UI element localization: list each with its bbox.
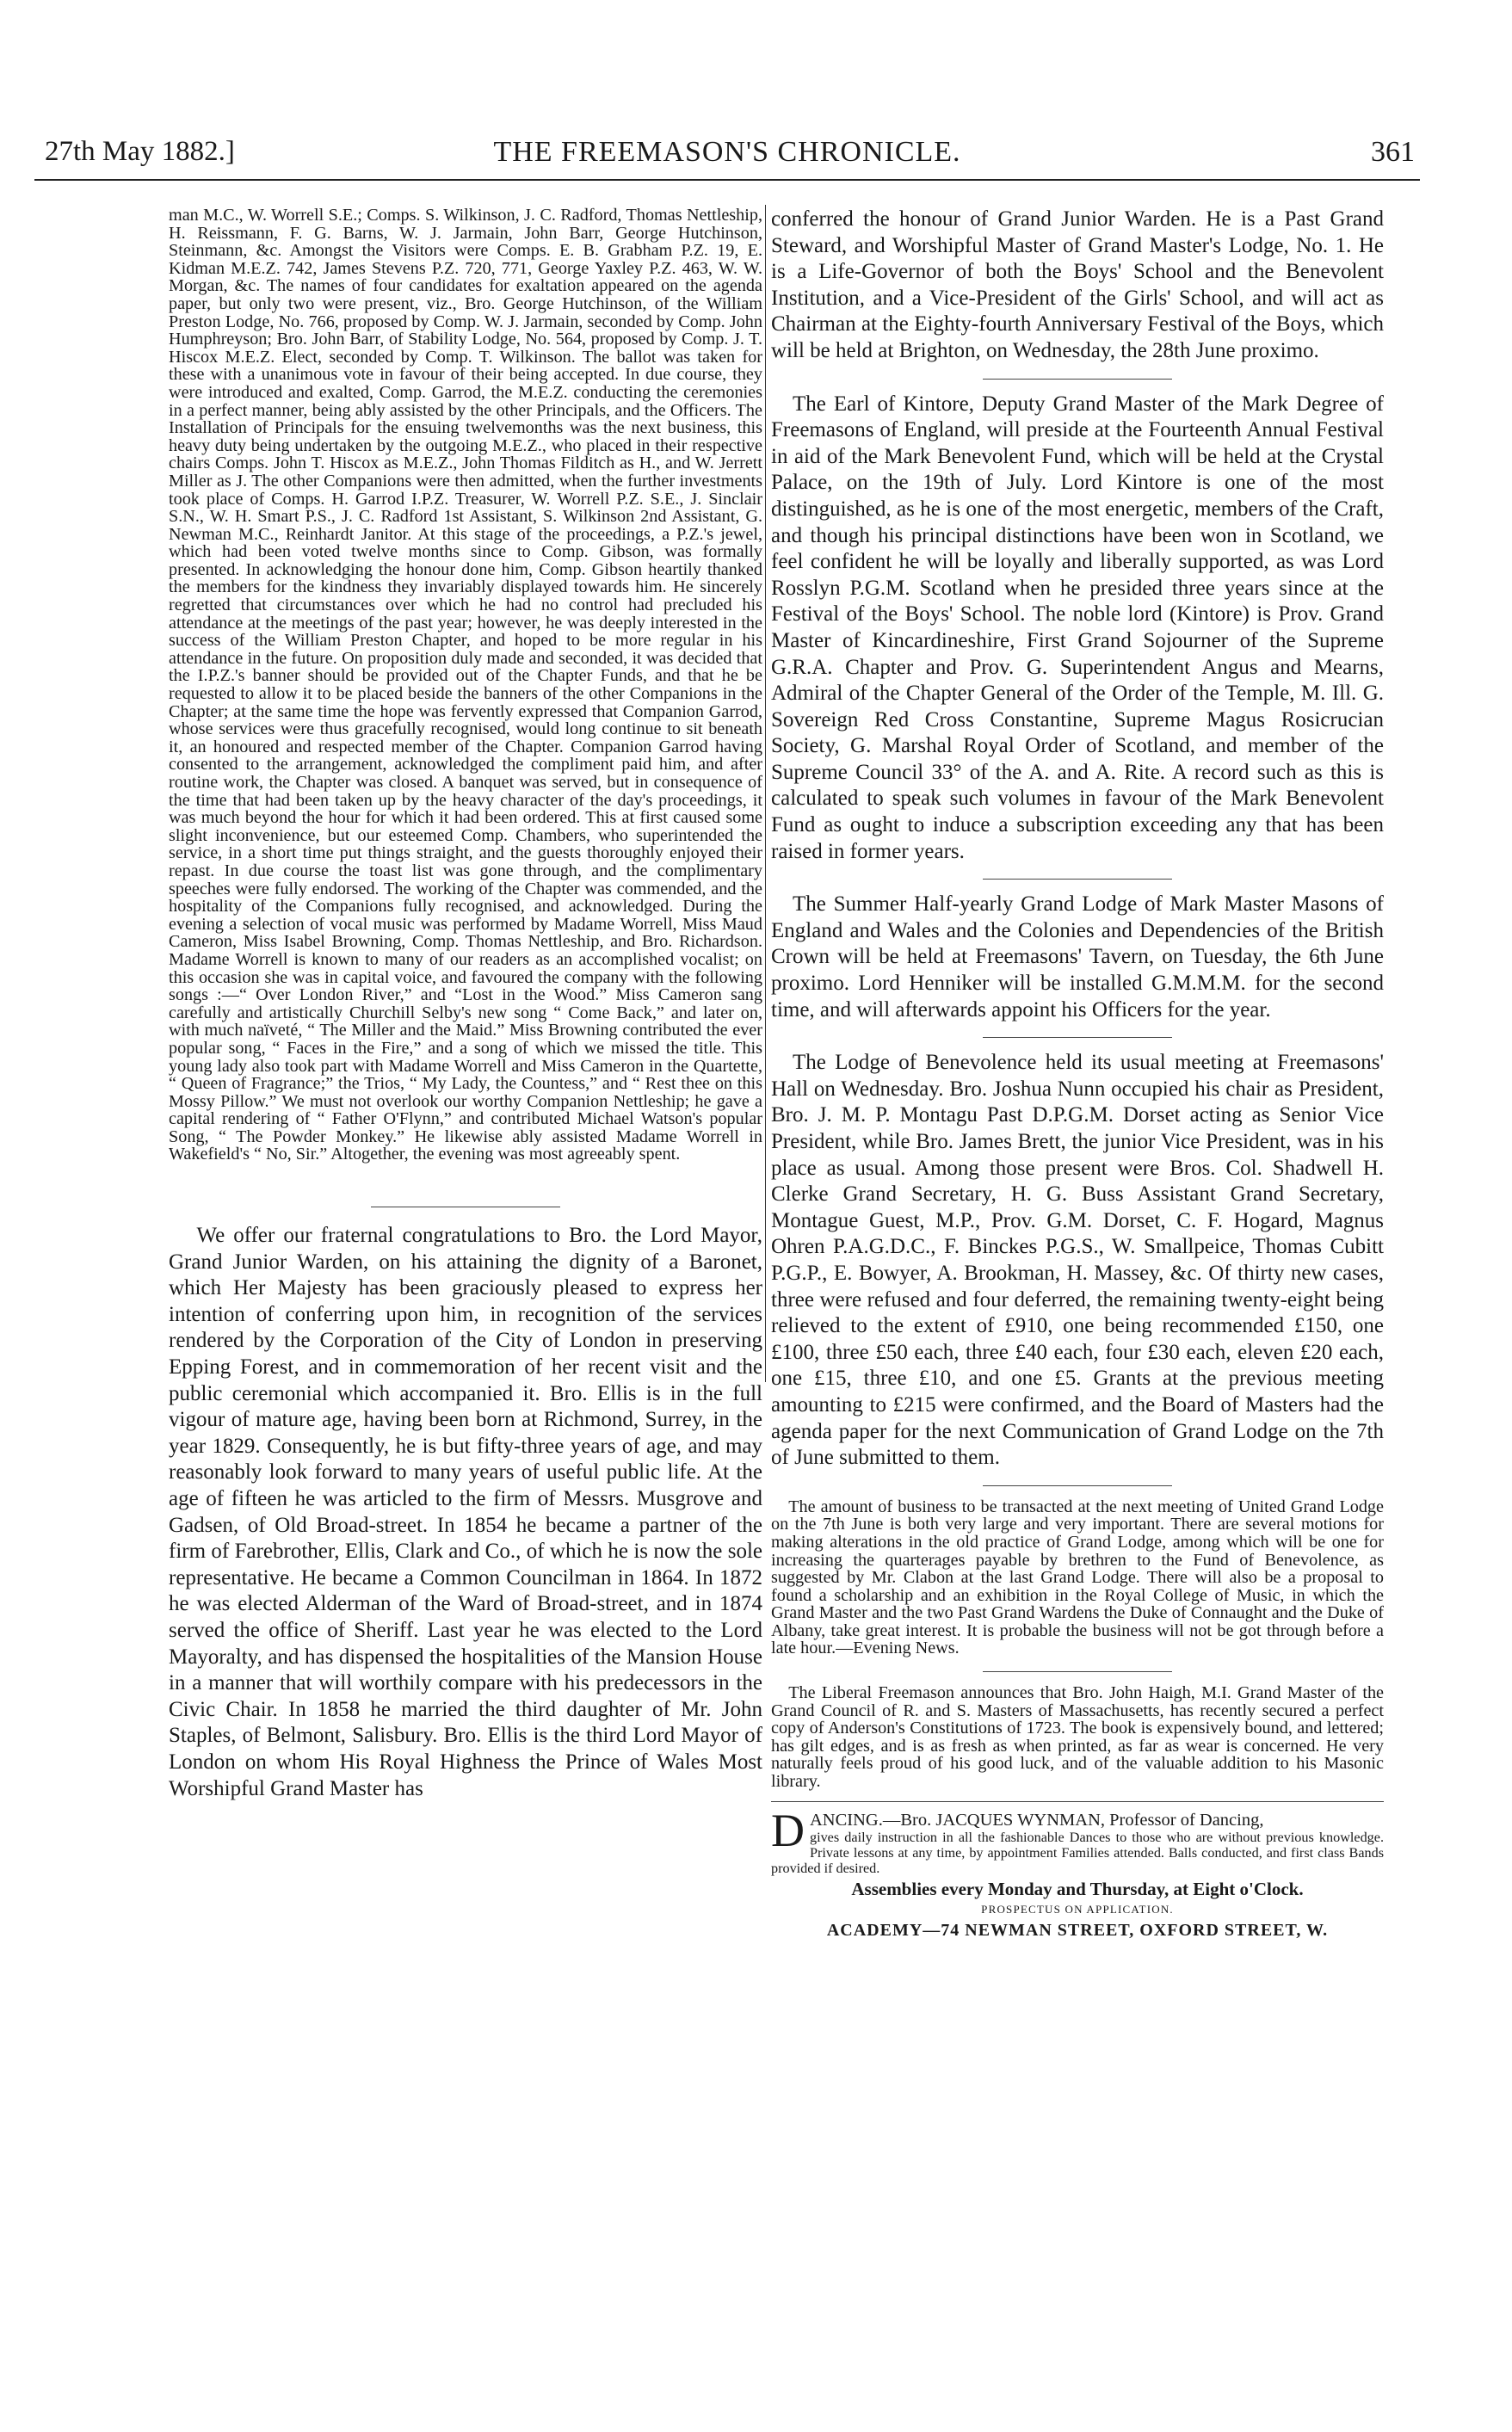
kintore-article: The Earl of Kintore, Deputy Grand Master of the Mark Degree of Freemasons of England, will preside at the Fourteenth Annual Festival in aid of the Mark Benevolent Fund, which will be held at the Crystal Palace, on the 19th of July. Lord Kintore is one of the most distinguished, as he is one of the most energetic, members of the Craft, and though his principal distinctions have been won in Scotland, we feel confident he will be loyally and liberally supported, as was Lord Rosslyn P.G.M. Scotland when he presided three years since at the Festival of the Boys' School. The noble lord (Kintore) is Prov. Grand Master of Kincardineshire, First Grand Sojourner of the Supreme G.R.A. Chapter and Prov. G. Superintendent Angus and Mearns, Admiral of the Chapter General of the Order of the Temple, M. Ill. G. Sovereign Red Cross Constantine, Supreme Magus Rosicrucian Society, G. Marshal Royal Order of Scotland, and member of the Supreme Council 33° of the A. and A. Rite. A record such as this is calculated to speak such volumes in favour of the Mark Benevolent Fund as ought to induce a subscription exceeding any that has been raised in former years. [771,392,1384,863]
article-separator [983,379,1172,380]
lord-mayor-article: We offer our fraternal congratulations to Bro. the Lord Mayor, Grand Junior Warden, on his attaining the dignity of a Baronet, which Her Majesty has been graciously pleased to express her intention of conferring upon him, in recognition of the services rendered by the Corporation of the City of London in preserving Epping Forest, and in commemoration of her recent visit and the public ceremonial which accompanied it. Bro. Ellis is in the full vigour of mature age, having been born at Richmond, Surrey, in the year 1829. Consequently, he is but fifty-three years of age, and may reasonably look forward to many years of useful public life. At the age of fifteen he was articled to the firm of Messrs. Musgrove and Gadsen, of Old Broad-street. In 1854 he became a partner of the firm of Farebrother, Ellis, Clark and Co., of which he is now the sole representative. He became a Common Councilman in 1864. In 1872 he was elected Alderman of the Ward of Broad-street, and in 1874 served the office of Sheriff. Last year he was elected to the Lord Mayoralty, and has dispensed the hospitalities of the Mansion House in a manner that will worthily compare with his predecessors in the Civic Chair. In 1858 he married the third daughter of Mr. John Staples, of Belmont, Salisbury. Bro. Ellis is the third Lord Mayor of London on whom His Royal Highness the Prince of Wales Most Worshipful Grand Master has [169,1224,762,1800]
article-separator [983,1485,1172,1486]
liberal-freemason-article: The Liberal Freemason announces that Bro. John Haigh, M.I. Grand Master of the Grand Council of R. and S. Masters of Massachusetts, has recently secured a perfect copy of Anderson's Constitutions of 1723. The book is expensively bound, and lettered; has gilt edges, and is as fresh as when printed, as far as wear is concerned. He very naturally feels proud of his good luck, and of the valuable addition to his Masonic library. [771,1683,1384,1792]
advert-rule [771,1801,1384,1802]
half-yearly-article: The Summer Half-yearly Grand Lodge of Mark Master Masons of England and Wales and the Colonies and Dependencies of the British Crown will be held at Freemasons' Tavern, on Tuesday, the 6th June proximo. Lord Henniker will be installed G.M.M.M. for the second time, and will afterwards appoint his Officers for the year. [771,892,1384,1022]
issue-date: 27th May 1882.] [45,136,235,167]
lord-mayor-continuation: conferred the honour of Grand Junior Warden. He is a Past Grand Steward, and Worshipful Master of Grand Master's Lodge, No. 1. He is a Life-Governor of both the Boys' School and the Benevolent Institution, and a Vice-President of the Girls' School, and will act as Chairman at the Eighty-fourth Anniversary Festival of the Boys, which will be held at Brighton, on Wednesday, the 28th June proximo. [771,207,1384,362]
article-separator [983,1037,1172,1038]
left-column [169,207,762,1802]
publication-title: THE FREEMASON'S CHRONICLE. [493,136,961,168]
article-separator [983,1671,1172,1672]
right-column [771,207,1384,1941]
advert-details: gives daily instruction in all the fashionable Dances to those who are without previous knowledge. Private lessons at any time, by appointment Families attended. Balls conducted, and first class Bands provided if desired. [771,1829,1384,1876]
page-number: 361 [1371,136,1415,168]
column-divider [765,205,766,1382]
dropcap-letter: D [771,1804,805,1856]
advert-assemblies: Assemblies every Monday and Thursday, at Eight o'Clock. [851,1878,1304,1899]
advert-address: ACADEMY—74 NEWMAN STREET, OXFORD STREET, W. [826,1920,1329,1940]
advert-heading: ANCING.—Bro. JACQUES WYNMAN, Professor of Dancing, [810,1810,1264,1830]
benevolence-article: The Lodge of Benevolence held its usual meeting at Freemasons' Hall on Wednesday. Bro. Joshua Nunn occupied his chair as President, Bro. J. M. P. Montagu Past D.P.G.M. Dorset acting as Senior Vice President, while Bro. James Brett, the junior Vice President, was in his place as usual. Among those present were Bros. Col. Shadwell H. Clerke Grand Secretary, H. G. Buss Assistant Grand Secretary, Montague Guest, M.P., Prov. G.M. Dorset, C. F. Hogard, Magnus Ohren P.A.G.D.C., F. Binckes P.G.S., W. Smallpeice, Thomas Cubitt P.G.P., E. Bowyer, A. Brookman, H. Massey, &c. Of thirty new cases, three were refused and four deferred, the remaining twenty-eight being relieved to the extent of £910, one being recommended £150, one £100, three £50 each, three £40 each, four £30 each, eleven £20 each, one £15, three £10, and one £5. Grants at the previous meeting amounting to £215 were confirmed, and the Board of Masters had the agenda paper for the next Communication of Grand Lodge on the 7th of June submitted to them. [771,1051,1384,1470]
masthead-rule [34,179,1420,181]
grand-lodge-business-article: The amount of business to be transacted at the next meeting of United Grand Lodge on the 7th June is both very large and very important. There are several motions for making alterations in the old practice of Grand Lodge, among which will be one for increasing the quarterages payable by brethren to the Fund of Benevolence, as suggested by Mr. Clabon at the last Grand Lodge. There will also be a proposal to found a scholarship and an exhibition in the Royal College of Music, in which the Grand Master and the two Past Grand Wardens the Duke of Connaught and the Duke of Albany, take great interest. It is probable the business will not be got through before a late hour.—Evening News. [771,1497,1384,1658]
dancing-advertisement [771,1804,1384,1941]
masthead [34,136,1420,179]
advert-prospectus: PROSPECTUS ON APPLICATION. [981,1902,1174,1916]
article-separator [983,879,1172,880]
chapter-report-article: man M.C., W. Worrell S.E.; Comps. S. Wilkinson, J. C. Radford, Thomas Nettleship, H. Reissmann, F. G. Barns, W. J. Jarmain, John Barr, George Hutchinson, Steinmann, &c. Amongst the Visitors were Comps. E. B. Grabham P.Z. 19, E. Kidman M.E.Z. 742, James Stevens P.Z. 720, 771, George Yaxley P.Z. 463, W. W. Morgan, &c. The names of four candidates for exaltation appeared on the agenda paper, but only two were present, viz., Bro. George Hutchinson, of the William Preston Lodge, No. 766, proposed by Comp. W. J. Jarmain, seconded by Comp. John Humphreyson; Bro. John Barr, of Stability Lodge, No. 564, proposed by Comp. J. T. Hiscox M.E.Z. Elect, seconded by Comp. T. Wilkinson. The ballot was taken for these with a unanimous vote in favour of their being accepted. In due course, they were introduced and exalted, Comp. Garrod, the M.E.Z. conducting the ceremonies in a perfect manner, being ably assisted by the other Principals, and the Officers. The Installation of Principals for the ensuing twelvemonths was the next business, this heavy duty being undertaken by the outgoing M.E.Z., who placed in their respective chairs Comps. John T. Hiscox as M.E.Z., John Thomas Filditch as H., and W. Jerrett Miller as J. The other Companions were then admitted, when the further investments took place of Comps. H. Garrod I.P.Z. Treasurer, W. Worrell P.Z. S.E., J. Sinclair S.N., W. H. Smart P.S., J. C. Radford 1st Assistant, S. Wilkinson 2nd Assistant, G. Newman M.C., Reinhardt Janitor. At this stage of the proceedings, a P.Z.'s jewel, which had been voted twelve months since to Comp. Gibson, was formally presented. In acknowledging the honour done him, Comp. Gibson heartily thanked the members for the kindness they invariably displayed towards him. He sincerely regretted that circumstances over which he had no control had precluded his attendance at the meetings of the past year; however, he was deeply interested in the success of the William Preston Chapter, and hoped to be more regular in his attendance in the future. On proposition duly made and seconded, it was decided that the I.P.Z.'s banner should be provided out of the Chapter Funds, and that he be requested to allow it to be placed beside the banners of the other Companions in the Chapter; at the same time the hope was fervently expressed that Companion Garrod, whose services were thus gracefully recognised, would long continue to sit beneath it, an honoured and respected member of the Chapter. Companion Garrod having consented to the arrangement, acknowledged the compliment paid him, and after routine work, the Chapter was closed. A banquet was served, but in consequence of the time that had been taken up by the heavy character of the day's proceedings, it was much beyond the hour for which it had been ordered. This at first caused some slight inconvenience, but our esteemed Comp. Chambers, who superintended the service, in a short time put things straight, and the guests thoroughly enjoyed their repast. In due course the toast list was gone through, and the complimentary speeches were fully endorsed. The working of the Chapter was commended, and the hospitality of the Companions fully recognised, and acknowledged. During the evening a selection of vocal music was performed by Madame Worrell, Miss Maud Cameron, Miss Isabel Browning, Comp. Thomas Nettleship, and Bro. Richardson. Madame Worrell is known to many of our readers as an accomplished vocalist; on this occasion she was in capital voice, and favoured the company with the following songs :—“ Over London River,” and “Lost in the Wood.” Miss Cameron sang carefully and artistically Churchill Selby's new song “ Come Back,” and later on, with much naïveté, “ The Miller and the Maid.” Miss Browning contributed the ever popular song, “ Faces in the Fire,” and a song of which we missed the title. This young lady also took part with Madame Worrell and Miss Cameron in the Quartette, “ Queen of Fragrance;” the Trios, “ My Lady, the Countess,” and “ Rest thee on this Mossy Pillow.” We must not overlook our worthy Companion Nettleship; he gave a capital rendering of “ Father O'Flynn,” and contributed Michael Watson's popular Song, “ The Powder Monkey.” He likewise ably assisted Madame Worrell in Wakefield's “ No, Sir.” Altogether, the evening was most agreeably spent. [169,206,762,1164]
